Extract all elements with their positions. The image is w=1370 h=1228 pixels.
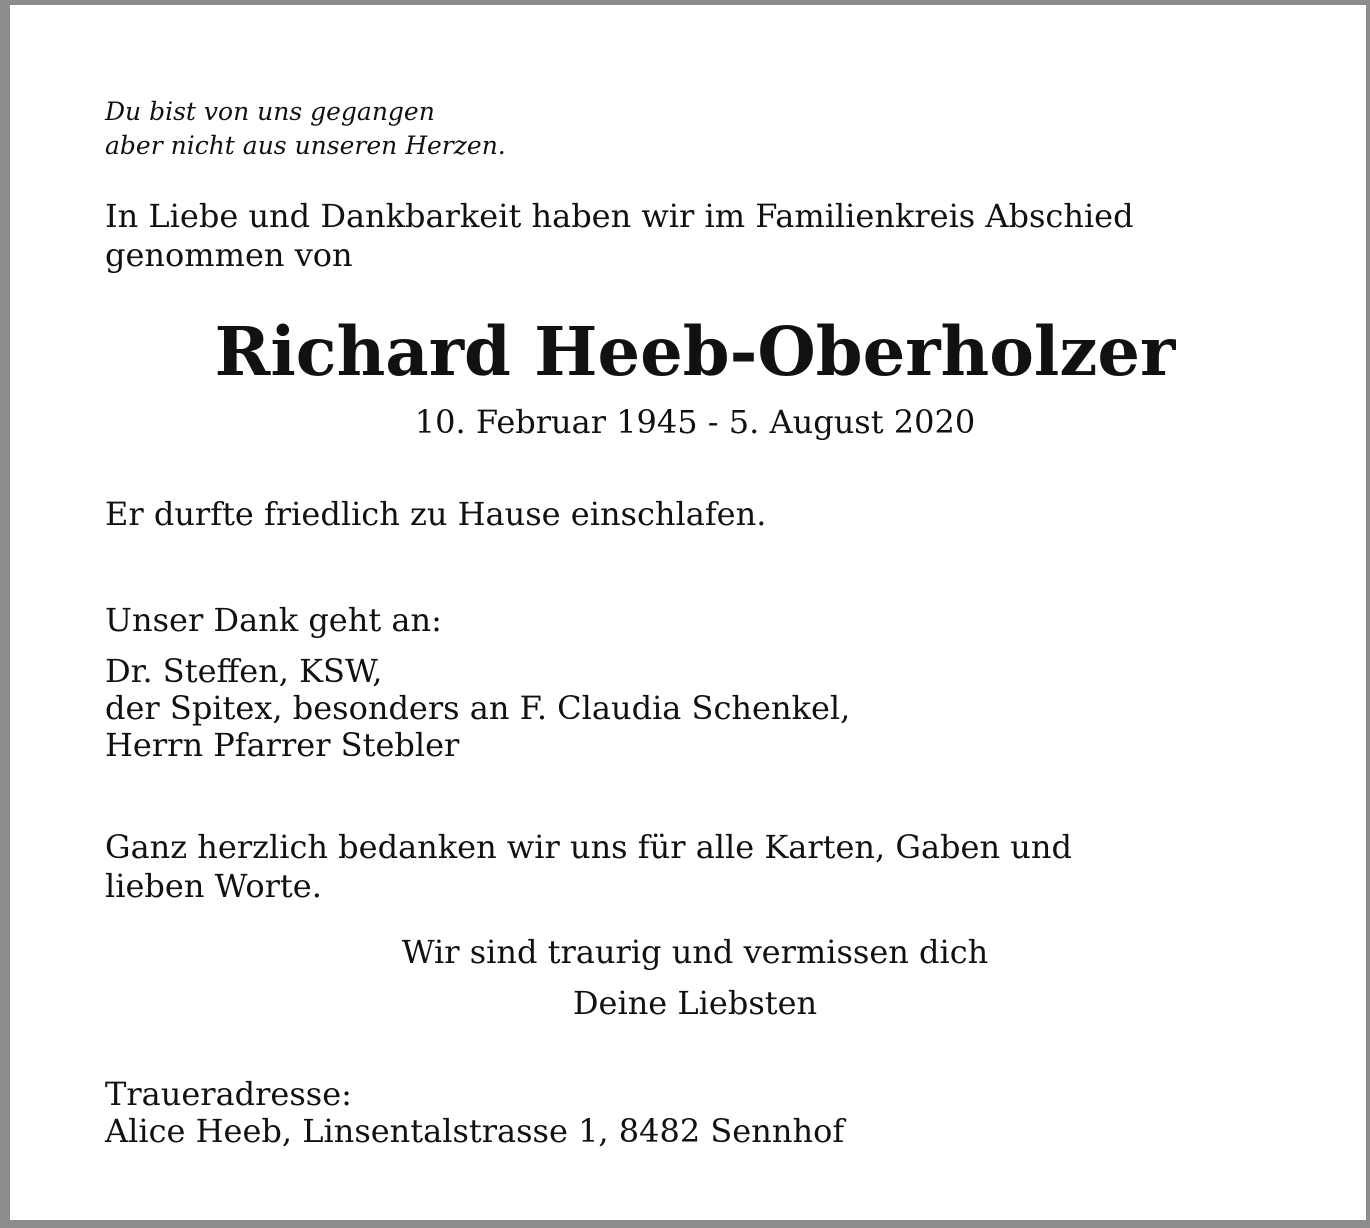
- deceased-name: Richard Heeb-Oberholzer: [214, 312, 1176, 391]
- motto-line: Du bist von uns gegangen: [105, 97, 435, 126]
- thanks-heading: Unser Dank geht an:: [105, 601, 442, 639]
- signature: Deine Liebsten: [572, 984, 818, 1022]
- intro-line: genommen von: [105, 236, 353, 274]
- thanks-list-item: Dr. Steffen, KSW,: [105, 652, 383, 690]
- thanks-list-item: der Spitex, besonders an F. Claudia Schenkel,: [105, 689, 851, 727]
- address-label: Traueradresse:: [105, 1075, 352, 1113]
- motto-line: aber nicht aus unseren Herzen.: [105, 131, 506, 160]
- peaceful-passing-text: Er durfte friedlich zu Hause einschlafen.: [105, 495, 767, 533]
- address-value: Alice Heeb, Linsentalstrasse 1, 8482 Sennhof: [105, 1112, 845, 1150]
- motto: [105, 95, 506, 163]
- closing-line: Wir sind traurig und vermissen dich: [401, 933, 989, 971]
- intro-line: In Liebe und Dankbarkeit haben wir im Familienkreis Abschied: [105, 197, 1134, 235]
- thanks-list: [105, 653, 850, 764]
- mourning-address: [105, 1076, 844, 1150]
- gratitude-text: [105, 828, 1072, 906]
- gratitude-line: lieben Worte.: [105, 867, 322, 905]
- gratitude-line: Ganz herzlich bedanken wir uns für alle Karten, Gaben und: [105, 828, 1072, 866]
- life-dates: 10. Februar 1945 - 5. August 2020: [414, 403, 976, 441]
- intro-text: [105, 197, 1134, 275]
- thanks-list-item: Herrn Pfarrer Stebler: [105, 726, 460, 764]
